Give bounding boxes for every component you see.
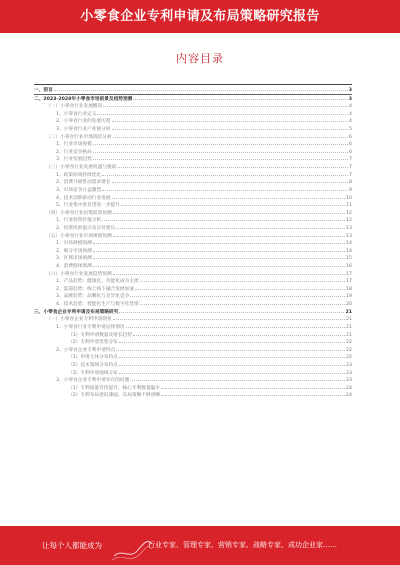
- toc-leader-dots: [121, 201, 345, 206]
- toc-entry[interactable]: [34, 224, 352, 232]
- toc-heading: 内容目录: [176, 52, 224, 65]
- toc-entry-title: 4、技术创新驱动行业发展: [56, 195, 111, 201]
- toc-leader-dots: [112, 178, 348, 183]
- footer-roles: 行业专家、管理专家、营销专家、战略专家、成功企业家……: [148, 541, 337, 549]
- toc-entry-page: 5: [349, 127, 352, 133]
- toc-entry-page: 6: [349, 134, 352, 140]
- toc-entry[interactable]: [34, 270, 352, 278]
- toc-entry-page: 7: [349, 172, 352, 178]
- toc-entry[interactable]: [34, 216, 352, 224]
- toc-entry-title: 3、小零食企业专利申请存在的问题: [56, 378, 130, 384]
- toc-entry-page: 22: [346, 347, 352, 353]
- toc-entry[interactable]: [34, 254, 352, 262]
- toc-entry-page: 19: [346, 294, 352, 300]
- toc-entry[interactable]: [34, 292, 352, 300]
- toc-entry-title: 2、细分市场预测: [56, 248, 92, 254]
- toc-entry[interactable]: [34, 308, 352, 316]
- toc-entry-title: 4、消费群体预测: [56, 264, 92, 270]
- toc-leader-dots: [93, 148, 348, 153]
- toc-entry-title: （3）专利申请地域分布: [68, 370, 118, 376]
- toc-entry[interactable]: [34, 300, 352, 308]
- toc-leader-dots: [102, 171, 348, 176]
- toc-leader-dots: [112, 117, 348, 122]
- toc-entry[interactable]: [34, 133, 352, 141]
- toc-entry[interactable]: [34, 155, 352, 163]
- toc-entry[interactable]: [34, 361, 352, 369]
- toc-leader-dots: [102, 216, 345, 221]
- toc-entry-page: 21: [345, 309, 352, 315]
- toc-entry[interactable]: [34, 186, 352, 194]
- toc-leader-dots: [119, 353, 345, 358]
- toc-entry[interactable]: [34, 86, 352, 94]
- toc-entry-page: 21: [346, 324, 352, 330]
- toc-entry-page: 13: [346, 225, 352, 231]
- toc-entry-title: 3、品牌趋势：品牌化与差异化竞争: [56, 294, 130, 300]
- toc-entry[interactable]: [34, 384, 352, 392]
- toc-leader-dots: [117, 163, 348, 168]
- toc-entry-title: 2、行业竞争格局: [56, 149, 92, 155]
- toc-entry-title: 3、市场竞争日益激烈: [56, 187, 102, 193]
- toc-leader-dots: [130, 376, 345, 381]
- toc-leader-dots: [93, 247, 345, 252]
- toc-entry-title: 三、小零食企业专利申请及布局策略研究: [34, 309, 119, 315]
- toc-entry-title: （2）专利申请类型分布: [68, 340, 118, 346]
- toc-entry-page: 23: [346, 370, 352, 376]
- toc-entry[interactable]: [34, 247, 352, 255]
- toc-entry[interactable]: [34, 376, 352, 384]
- toc-entry-page: 3: [348, 88, 352, 93]
- toc-entry[interactable]: [34, 140, 352, 148]
- header-bar: [0, 0, 400, 33]
- toc-leader-dots: [93, 262, 345, 267]
- toc-entry-page: 13: [346, 233, 352, 239]
- toc-entry-page: 12: [346, 210, 352, 216]
- toc-entry[interactable]: [34, 239, 352, 247]
- toc-leader-dots: [119, 338, 345, 343]
- toc-entry-title: 1、行业市场规模: [56, 142, 92, 148]
- toc-entry-title: 2、消费升级带动需求增长: [56, 180, 111, 186]
- toc-entry[interactable]: [34, 201, 352, 209]
- toc-entry[interactable]: [34, 315, 352, 323]
- toc-entry[interactable]: [34, 102, 352, 110]
- toc-entry-title: （五）小零食行业市场规模预测: [46, 233, 112, 239]
- toc-entry[interactable]: [34, 232, 352, 240]
- toc-entry[interactable]: [34, 369, 352, 377]
- toc-entry-page: 10: [346, 195, 352, 201]
- toc-entry-page: 15: [346, 256, 352, 262]
- toc-entry[interactable]: [34, 346, 352, 354]
- toc-leader-dots: [102, 186, 348, 191]
- toc-entry-page: 21: [346, 332, 352, 338]
- toc-entry-page: 22: [346, 340, 352, 346]
- toc-entry-page: 8: [349, 180, 352, 186]
- toc-entry-page: 22: [346, 355, 352, 361]
- toc-entry-page: 12: [346, 218, 352, 224]
- toc-leader-dots: [97, 110, 348, 115]
- toc-leader-dots: [103, 102, 348, 107]
- toc-entry-page: 23: [346, 378, 352, 384]
- toc-leader-dots: [130, 292, 345, 297]
- toc-entry-title: （三）小零食行业发展机遇与挑战: [46, 165, 117, 171]
- toc-leader-dots: [126, 323, 345, 328]
- toc-entry-title: （六）小零食行业发展趋势预测: [46, 271, 112, 277]
- toc-leader-dots: [119, 369, 345, 374]
- toc-entry-title: 一、前言: [34, 88, 53, 93]
- toc-entry-title: （一）小零食企业专利申请现状: [46, 317, 112, 323]
- toc-entry-title: （二）小零食行业市场现状分析: [46, 134, 112, 140]
- toc-entry-page: 18: [346, 286, 352, 292]
- toc-entry[interactable]: [34, 117, 352, 125]
- toc-leader-dots: [140, 277, 345, 282]
- toc-entry-title: 5、行业集中度有望进一步提升: [56, 203, 120, 209]
- toc-entry[interactable]: [34, 338, 352, 346]
- toc-leader-dots: [112, 194, 345, 199]
- toc-entry-title: 1、小零食行业定义: [56, 111, 97, 117]
- toc-leader-dots: [113, 232, 345, 237]
- toc-leader-dots: [113, 270, 345, 275]
- toc-entry-title: 2、小零食企业专利申请特点: [56, 347, 116, 353]
- toc-top-rule: [34, 84, 352, 85]
- toc-entry-title: 2、小零食行业的发展历程: [56, 119, 111, 125]
- footer-slogan: 让每个人都能成为: [42, 541, 102, 550]
- toc-leader-dots: [119, 361, 345, 366]
- toc-leader-dots: [93, 155, 348, 160]
- toc-entry-page: 14: [346, 241, 352, 247]
- toc-leader-dots: [113, 315, 345, 320]
- toc-leader-dots: [116, 346, 345, 351]
- toc-leader-dots: [112, 125, 348, 130]
- toc-entry-page: 24: [346, 385, 352, 391]
- toc-entry[interactable]: [34, 262, 352, 270]
- toc-entry[interactable]: [34, 285, 352, 293]
- toc-entry[interactable]: [34, 331, 352, 339]
- toc-entry[interactable]: [34, 95, 352, 103]
- toc-entry-title: 3、小零食行业产业链分析: [56, 127, 111, 133]
- toc-entry[interactable]: [34, 163, 352, 171]
- toc-leader-dots: [133, 95, 347, 100]
- toc-entry-title: 4、技术趋势：智能化生产与数字化营销: [56, 302, 139, 308]
- toc-entry-page: 7: [349, 165, 352, 171]
- toc-entry[interactable]: [34, 353, 352, 361]
- report-title: 小零食企业专利申请及布局策略研究报告: [80, 9, 320, 24]
- toc-entry-page: 6: [349, 149, 352, 155]
- toc-entry-title: （2）技术领域分布特点: [68, 362, 118, 368]
- toc-leader-dots: [93, 239, 345, 244]
- toc-leader-dots: [113, 209, 345, 214]
- toc-entry[interactable]: [34, 125, 352, 133]
- toc-leader-dots: [161, 391, 345, 396]
- toc-entry-title: 1、市场规模预测: [56, 241, 92, 247]
- toc-entry-title: 1、行业投资价值分析: [56, 218, 102, 224]
- toc-entry-page: 4: [349, 119, 352, 125]
- toc-entry-page: 16: [346, 264, 352, 270]
- toc-entry-page: 24: [346, 393, 352, 399]
- toc-entry-page: 21: [346, 317, 352, 323]
- table-of-contents: [34, 86, 352, 399]
- toc-entry-page: 4: [349, 104, 352, 110]
- toc-entry-page: 9: [349, 187, 352, 193]
- toc-leader-dots: [119, 308, 344, 313]
- toc-entry-title: 1、产品趋势：健康化、功能化成为主流: [56, 279, 139, 285]
- toc-leader-dots: [93, 140, 348, 145]
- toc-entry-title: 3、行业发展趋势: [56, 157, 92, 163]
- toc-entry-title: （1）专利申请数量及增长趋势: [68, 332, 132, 338]
- toc-entry-page: 7: [349, 157, 352, 163]
- toc-entry[interactable]: [34, 110, 352, 118]
- toc-entry[interactable]: [34, 323, 352, 331]
- toc-entry-title: （2）专利布局意识薄弱，布局策略不够清晰: [68, 393, 161, 399]
- toc-entry-title: （一）小零食行业发展概况: [46, 104, 103, 110]
- wave-decoration: [112, 526, 152, 565]
- toc-entry[interactable]: [34, 178, 352, 186]
- toc-entry-title: （1）申请主体分布特点: [68, 355, 118, 361]
- toc-entry-title: 3、区域市场预测: [56, 256, 92, 262]
- toc-entry-title: 二、2023-2028年小零食市场前景及趋势预测: [34, 96, 133, 102]
- toc-entry-page: 3: [348, 96, 352, 102]
- footer-bar: [0, 526, 400, 565]
- toc-leader-dots: [113, 133, 348, 138]
- toc-entry-title: （1）专利质量有待提升，核心专利数量偏少: [68, 385, 161, 391]
- toc-entry-page: 4: [349, 111, 352, 117]
- toc-leader-dots: [135, 285, 345, 290]
- toc-entry-title: 1、政策环境持续优化: [56, 172, 102, 178]
- toc-entry[interactable]: [34, 148, 352, 156]
- toc-entry-page: 17: [346, 271, 352, 277]
- toc-entry[interactable]: [34, 391, 352, 399]
- toc-entry-title: 1、小零食行业专利申请总体情况: [56, 324, 125, 330]
- toc-leader-dots: [133, 331, 345, 336]
- toc-entry-page: 11: [346, 203, 352, 209]
- toc-entry-page: 23: [346, 362, 352, 368]
- toc-entry-page: 14: [346, 248, 352, 254]
- toc-leader-dots: [54, 86, 348, 91]
- toc-entry-title: 2、渠道趋势：线上线下融合发展加速: [56, 286, 134, 292]
- toc-entry-page: 20: [346, 302, 352, 308]
- toc-entry[interactable]: [34, 277, 352, 285]
- toc-entry[interactable]: [34, 194, 352, 202]
- toc-entry[interactable]: [34, 209, 352, 217]
- toc-entry-title: 2、投资风险提示及应对建议: [56, 225, 116, 231]
- toc-leader-dots: [116, 224, 345, 229]
- toc-entry[interactable]: [34, 171, 352, 179]
- toc-entry-page: 17: [346, 279, 352, 285]
- toc-entry-page: 6: [349, 142, 352, 148]
- toc-entry-title: （四）小零食行业投资前景预测: [46, 210, 112, 216]
- toc-leader-dots: [161, 384, 345, 389]
- toc-leader-dots: [93, 254, 345, 259]
- toc-leader-dots: [140, 300, 345, 305]
